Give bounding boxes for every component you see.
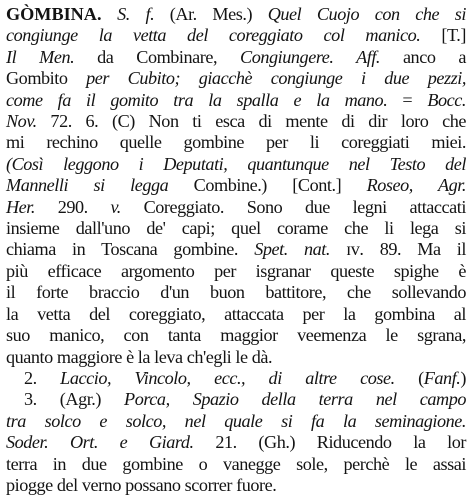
entry-line [6,197,466,218]
entry-line [6,4,466,25]
italic-text: Porca, Spazio della terra nel campo [124,389,466,410]
entry-line [6,475,466,496]
entry-line [6,47,466,68]
text-segment: Coreggiato. Sono due legni attaccati [120,196,466,217]
entry-line [6,304,466,325]
text-segment: 72. 6. (C) Non ti esca di mente di dir loro che [36,111,466,132]
text-segment: più efficace argomento per isgranar queste spighe è [6,260,466,281]
italic-text: come fa il gomito tra la spalla e la mano. [6,89,388,110]
text-segment: quanto maggiore è la leva ch'egli le dà. [6,346,273,367]
sense-line [6,389,466,410]
text-segment: Combine.) [Cont.] [168,175,367,196]
italic-text: Bocc. [427,89,466,110]
text-segment: chiama in Toscana gombine. [6,239,255,260]
text-segment: la vetta del coreggiato, attaccata per la gombina al [6,303,466,324]
text-segment: anco a [380,46,467,67]
entry-line [6,347,466,368]
sense-line [6,368,466,389]
entry-line [6,432,466,453]
text-segment: piogge del verno possano scorrer fuore. [6,474,277,495]
italic-text: Il Men. [6,46,75,67]
text-segment: mi rechino quelle gombine per li coreggiati miei. [6,132,466,153]
text-segment: suo manico, con tanta maggior veemenza le sgrana, [6,325,466,346]
text-segment: [T.] [420,25,466,46]
italic-text: Roseo, Agr. [366,175,466,196]
italic-text: Spet. nat. [254,239,330,260]
entry-line [6,132,466,153]
entry-line [6,325,466,346]
text-segment: = [387,89,428,110]
entry-line [6,261,466,282]
entry-line [6,25,466,46]
headword: GÒMBINA. [6,4,102,24]
italic-text: Her. [6,196,36,217]
italic-text: Fanf. [423,367,461,388]
italic-text: Soder. Ort. e Giard. [6,432,194,453]
text-segment: 290. [35,196,111,217]
italic-text: Quel Cuojo con che si [267,4,466,24]
text-segment: (Ar. Mes.) [154,4,268,24]
italic-text: Nov. [6,111,37,132]
italic-text: (Così leggono i Deputati, quantunque nel Testo del [6,153,466,174]
entry-line [6,175,466,196]
entry-line [6,68,466,89]
italic-text: v. [110,196,121,217]
italic-text: Laccio, Vincolo, ecc., di altre cose. [60,367,395,388]
entry-line [6,218,466,239]
entry-line [6,90,466,111]
entry-line [6,454,466,475]
text-segment: insieme dall'uno de' capi; quel corame che li lega si [6,218,466,239]
text-segment: ɪᴠ. 89. Ma il [330,239,466,260]
text-segment: Gombito [6,68,87,89]
entry-line [6,111,466,132]
entry-line [6,411,466,432]
italic-text: tra solco e solco, nel quale si fa la seminagione. [6,410,466,431]
italic-text: S. f. [117,4,155,24]
text-segment: 3. (Agr.) [24,389,125,410]
entry-line [6,282,466,303]
text-segment: da Combinare, [74,46,241,67]
text-segment: 2. [24,367,61,388]
italic-text: congiunge la vetta del coreggiato col manico. [6,25,421,46]
text-segment [101,4,117,24]
entry-line [6,154,466,175]
text-segment: terra in due gombine o vanegge sole, perchè le assai [6,453,466,474]
italic-text: Mannelli si legga [6,175,169,196]
entry-line [6,239,466,260]
italic-text: Congiungere. Aff. [240,46,381,67]
dictionary-entry [6,4,466,496]
text-segment: 21. (Gh.) Riducendo la lor [193,432,467,453]
italic-text: per Cubito; giacchè congiunge i due pezzi, [86,68,466,89]
text-segment: ( [394,367,424,388]
text-segment: ) [460,367,466,388]
text-segment: il forte braccio d'un buon battitore, che sollevando [6,282,466,303]
